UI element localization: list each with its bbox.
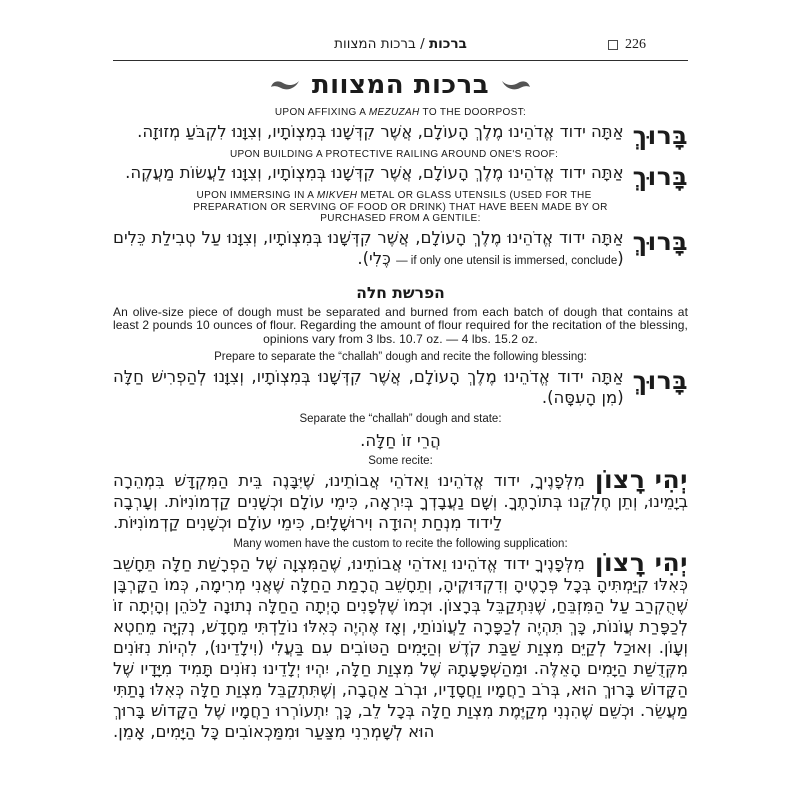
- blessing-initial-word: בָּרוּךְ: [632, 226, 688, 256]
- header-section: ברכות: [428, 36, 467, 52]
- blessing-body: אַתָּה ידוד אֱדֹהֵינוּ מֶלֶךְ הָעוֹלָם, אֲשֶׁר קִדְּשָׁנוּ בְּמִצְוֹתָיו, וְצִוָּנוּ: [226, 163, 624, 182]
- yehi-ratzon-text: מִלְּפָנֶיךָ, ידוד אֱדֹהֵינוּ וֵאדֹהֵי אֲבוֹתֵינוּ, שֶׁיִּבָּנֶה בֵּית הַמִּקְדָּשׁ בִּמְהֵרָה בְיָמֵינוּ, וְתֵן חֶלְקֵנוּ בְּתוֹרָתֶךָ. וְשָׁם נַעֲבָדְךָ בְּיִרְאָה, כִּימֵי עוֹלָם וּכְשָׁנִים קַדְמוֹנִיּוֹת. וְעָרְבָה לַידוד מִנְחַת יְהוּדָה וִירוּשָׁלָיִם, כִּימֵי עוֹלָם וּכְשָׁנִים קַדְמוֹנִיּוֹת.: [113, 471, 688, 532]
- blessing-inline-note: if only one utensil is immersed, conclude —: [396, 254, 618, 267]
- blessing-ending: לַעֲשׂוֹת מַעֲקֶה.: [125, 163, 227, 182]
- page-marker-square-icon: [608, 40, 618, 50]
- running-header: [113, 36, 688, 56]
- yehi-ratzon-first: [113, 465, 688, 533]
- instruction-maakeh: [165, 149, 637, 161]
- blessing-body: אַתָּה ידוד אֱדֹהֵינוּ מֶלֶךְ הָעוֹלָם, אֲשֶׁר קִדְּשָׁנוּ בְּמִצְוֹתָיו, וְצִוָּנוּ: [226, 121, 624, 141]
- title-row: [113, 70, 688, 100]
- instruction-text: TO THE DOORPOST:: [419, 107, 527, 118]
- instruction-text: UPON IMMERSING IN A: [196, 190, 317, 201]
- blessing-tevilas-keilim: [113, 227, 688, 272]
- yehi-ratzon-initial-word: יְהִי רָצוֹן: [594, 465, 688, 494]
- blessing-body: אַתָּה ידוד אֱדֹהֵינוּ מֶלֶךְ הָעוֹלָם, אֲשֶׁר קִדְּשָׁנוּ בְּמִצְוֹתָיו, וְצִוָּנוּ: [221, 227, 624, 247]
- instruction-mezuzah: [165, 107, 637, 119]
- header-subsection: ברכות המצוות: [334, 36, 416, 52]
- page-number: 226: [625, 37, 646, 52]
- instruction-text: UPON AFFIXING A: [274, 107, 369, 118]
- instruction-separate-challah: Separate the “challah” dough and state:: [299, 413, 502, 425]
- blessing-challah: [113, 366, 688, 408]
- challah-intro-paragraph: An olive-size piece of dough must be separated and burned from each batch of dough that contains at least 2 pounds 10 ounces of flour. Regarding the amount of flour required for the recitation of the blessing, opinions vary from 3 lbs. 10.7 oz. — 4 lbs. 15.2 oz.: [113, 304, 688, 346]
- section-title-hafrashas-challah: הפרשת חלה: [356, 283, 445, 302]
- instruction-italic: MEZUZAH: [368, 107, 420, 118]
- yehi-ratzon-text: מִלְּפָנֶיךָ ידוד אֱדֹהֵינוּ וֵאדֹהֵי אֲבוֹתֵינוּ, שֶׁהַמִּצְוָה שֶׁל הַפְרָשַׁת חַלָּה תֵּחָשֵׁב כְּאִלּוּ קִיַּמְתִּיהָ בְּכָל פְּרָטֶיהָ וְדִקְדּוּקֶיהָ, וְתֵחָשֵׁב הֲרָמַת הַחַלָּה שֶׁאֲנִי מְרִימָה, כְּמוֹ הַקָּרְבָּן שֶׁהֻקְרַב עַל הַמִּזְבֵּחַ, שֶׁנִּתְקַבֵּל בְּרָצוֹן. וּכְמוֹ שֶׁלְּפָנִים הָיְתָה הַחַלָּה נְתוּנָה לַכֹּהֵן וְהָיְתָה זוֹ לְכַפָּרַת עֲוֹנוֹת, כָּךְ תִּהְיֶה לְכַפָּרָה לַעֲוֹנוֹתַי, וְאָז אֶהְיֶה כְּאִלּוּ נוֹלַדְתִּי מֵחָדָשׁ, נְקִיָּה מֵחֵטְא וְעָוֹן. וְאוּכַל לְקַיֵּם מִצְוַת שַׁבַּת קֹדֶשׁ וְהַיָּמִים הַטּוֹבִים עִם בַּעֲלִי (וִילָדֵינוּ), לִהְיוֹת נִזּוֹנִים מִקְּדֻשַּׁת הַיָּמִים הָאֵלֶּה. וּמֵהַשְׁפָּעָתָהּ שֶׁל מִצְוַת חַלָּה, יִהְיוּ יְלָדֵינוּ נִזּוֹנִים תָּמִיד מִיָּדָיו שֶׁל הַקָּדוֹשׁ בָּרוּךְ הוּא, בְּרֹב רַחֲמָיו וַחֲסָדָיו, וּבְרֹב אַהֲבָה, וְשֶׁתִּתְקַבֵּל מִצְוַת חַלָּה כְּאִלּוּ נָתַתִּי מַעֲשֵׂר. וּכְשֵׁם שֶׁהִנְנִי מְקַיֶּמֶת מִצְוַת חַלָּה בְּכָל לֵב, כָּךְ יִתְעוֹרְרוּ רַחֲמָיו שֶׁל הַקָּדוֹשׁ בָּרוּךְ הוּא לְשָׁמְרֵנִי מִצַּעַר וּמִמַּכְאוֹבִים כָּל הַיָּמִים, אָמֵן.: [113, 554, 688, 741]
- instruction-tevilas-keilim: [165, 190, 637, 225]
- instruction-text: UPON BUILDING A PROTECTIVE RAILING AROUND ONE'S ROOF:: [229, 148, 559, 160]
- blessing-initial-word: בָּרוּךְ: [632, 120, 688, 150]
- yehi-ratzon-initial-word: יְהִי רָצוֹן: [594, 548, 688, 577]
- instruction-some-recite: Some recite:: [368, 455, 433, 467]
- header-rule: [113, 60, 688, 61]
- instruction-italic: MIKVEH: [316, 190, 358, 201]
- blessing-body: אַתָּה ידוד אֱדֹהֵינוּ מֶלֶךְ הָעוֹלָם, אֲשֶׁר קִדְּשָׁנוּ בְּמִצְוֹתָיו, וְצִוָּנוּ: [206, 367, 624, 386]
- header-separator: /: [415, 36, 429, 52]
- flourish-left-icon: [270, 79, 300, 91]
- instruction-text: METAL OR GLASS UTENSILS (USED FOR THE PREPARATION OR SERVING OF FOOD OR DRINK) THAT HAVE BEEN MADE BY OR PURCHASED FROM A GENTILE:: [193, 190, 608, 224]
- blessing-ending: עַל טְבִילַת כֵּלִים (: [113, 227, 624, 268]
- blessing-maakeh: [113, 162, 688, 191]
- instruction-prepare-challah: Prepare to separate the “challah” dough and recite the following blessing:: [214, 351, 587, 363]
- page-marker: [608, 37, 646, 53]
- blessing-initial-word: בָּרוּךְ: [632, 162, 688, 191]
- challah-declaration: הֲרֵי זוֹ חַלָּה.: [360, 431, 441, 450]
- blessing-initial-word: בָּרוּךְ: [632, 366, 688, 395]
- instruction-many-women: Many women have the custom to recite the following supplication:: [233, 538, 568, 550]
- blessing-ending-alt: כֶּלִי).: [357, 248, 397, 268]
- blessing-mezuzah: [113, 120, 688, 150]
- page-title: ברכות המצוות: [311, 70, 490, 100]
- blessing-ending: לִקְבֹּעַ מְזוּזָה.: [137, 121, 227, 141]
- yehi-ratzon-supplication: [113, 548, 688, 742]
- header-breadcrumb: [113, 36, 688, 52]
- blessing-ending: לְהַפְרִישׁ חַלָּה (מִן הָעִסָּה).: [113, 367, 624, 407]
- flourish-right-icon: [501, 79, 531, 91]
